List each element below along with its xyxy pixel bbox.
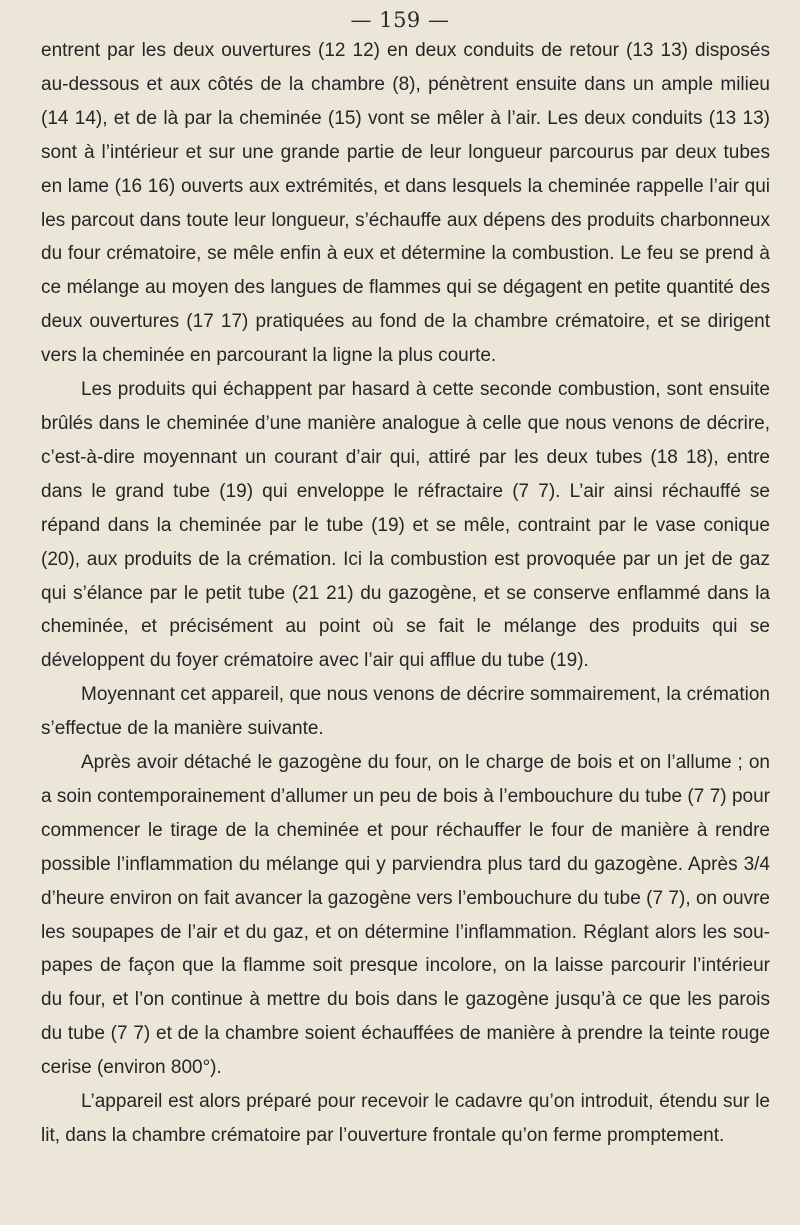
paragraph-2: Les produits qui échappent par hasard à cette seconde combustion, sont ensuite brûlés dans le cheminée d’une manière analogue à celle que nous venons de décrire, c’est-à-dire moyennant un courant d’air qui, attiré par les deux tubes (18 18), entre dans le grand tube (19) qui enveloppe le réfractaire (7 7). L’air ainsi réchauffé se répand dans la cheminée par le tube (19) et se mêle, contraint par le vase conique (20), aux produits de la crémation. Ici la combustion est provoquée par un jet de gaz qui s’élance par le petit tube (21 21) du gazogène, et se conserve enflammé dans la cheminée, et précisément au point où se fait le mélange des produits qui se développent du foyer crématoire avec l’air qui afflue du tube (19). (41, 379, 770, 672)
paragraph-1: entrent par les deux ouvertures (12 12) en deux conduits de retour (13 13) disposés au-dessous et aux côtés de la chambre (8), pénètrent ensuite dans un ample milieu (14 14), et de là par la cheminée (15) vont se mêler à l’air. Les deux conduits (13 13) sont à l’intérieur et sur une grande partie de leur longueur parcourus par deux tubes en lame (16 16) ouverts aux extrémités, et dans lesquels la cheminée rappelle l’air qui les parcout dans toute leur longueur, s’échauffe aux dépens des produits charbonneux du four crématoire, se mêle enfin à eux et détermine la combustion. Le feu se prend à ce mélange au moyen des langues de flammes qui se dégagent en petite quantité des deux ouvertures (17 17) pratiquées au fond de la chambre crématoire, et se dirigent vers la cheminée en parcourant la ligne la plus courte. (41, 40, 770, 367)
page-number: — 159 — (350, 8, 450, 32)
paragraph-4: Après avoir détaché le gazogène du four, on le charge de bois et on l’allume ; on a soin contemporainement d’allumer un peu de bois à l’embouchure du tube (7 7) pour commencer le tirage de la cheminée et pour réchauffer le four de manière à rendre possible l’inflammation du mélange qui y parviendra plus tard du gazogène. Après 3/4 d’heure environ on fait avancer la gazogène vers l’embouchure du tube (7 7), on ouvre les soupapes de l’air et du gaz, et on détermine l’inflammation. Réglant alors les soupapes de façon que la flamme soit presque incolore, on la laisse parcourir l’intérieur du four, et l’on continue à mettre du bois dans le gazogène jusqu’à ce que les parois du tube (7 7) et de la chambre soient échauffées de manière à prendre la teinte rouge cerise (environ 800°). (41, 752, 770, 1079)
paragraph-3: Moyennant cet appareil, que nous venons de décrire sommairement, la crémation s’effectue de la manière suivante. (41, 684, 770, 740)
paragraph-5: L’appareil est alors préparé pour recevoir le cadavre qu’on introduit, étendu sur le lit, dans la chambre crématoire par l’ouverture frontale qu’on ferme promptement. (41, 1091, 770, 1146)
body-text (41, 34, 770, 1153)
